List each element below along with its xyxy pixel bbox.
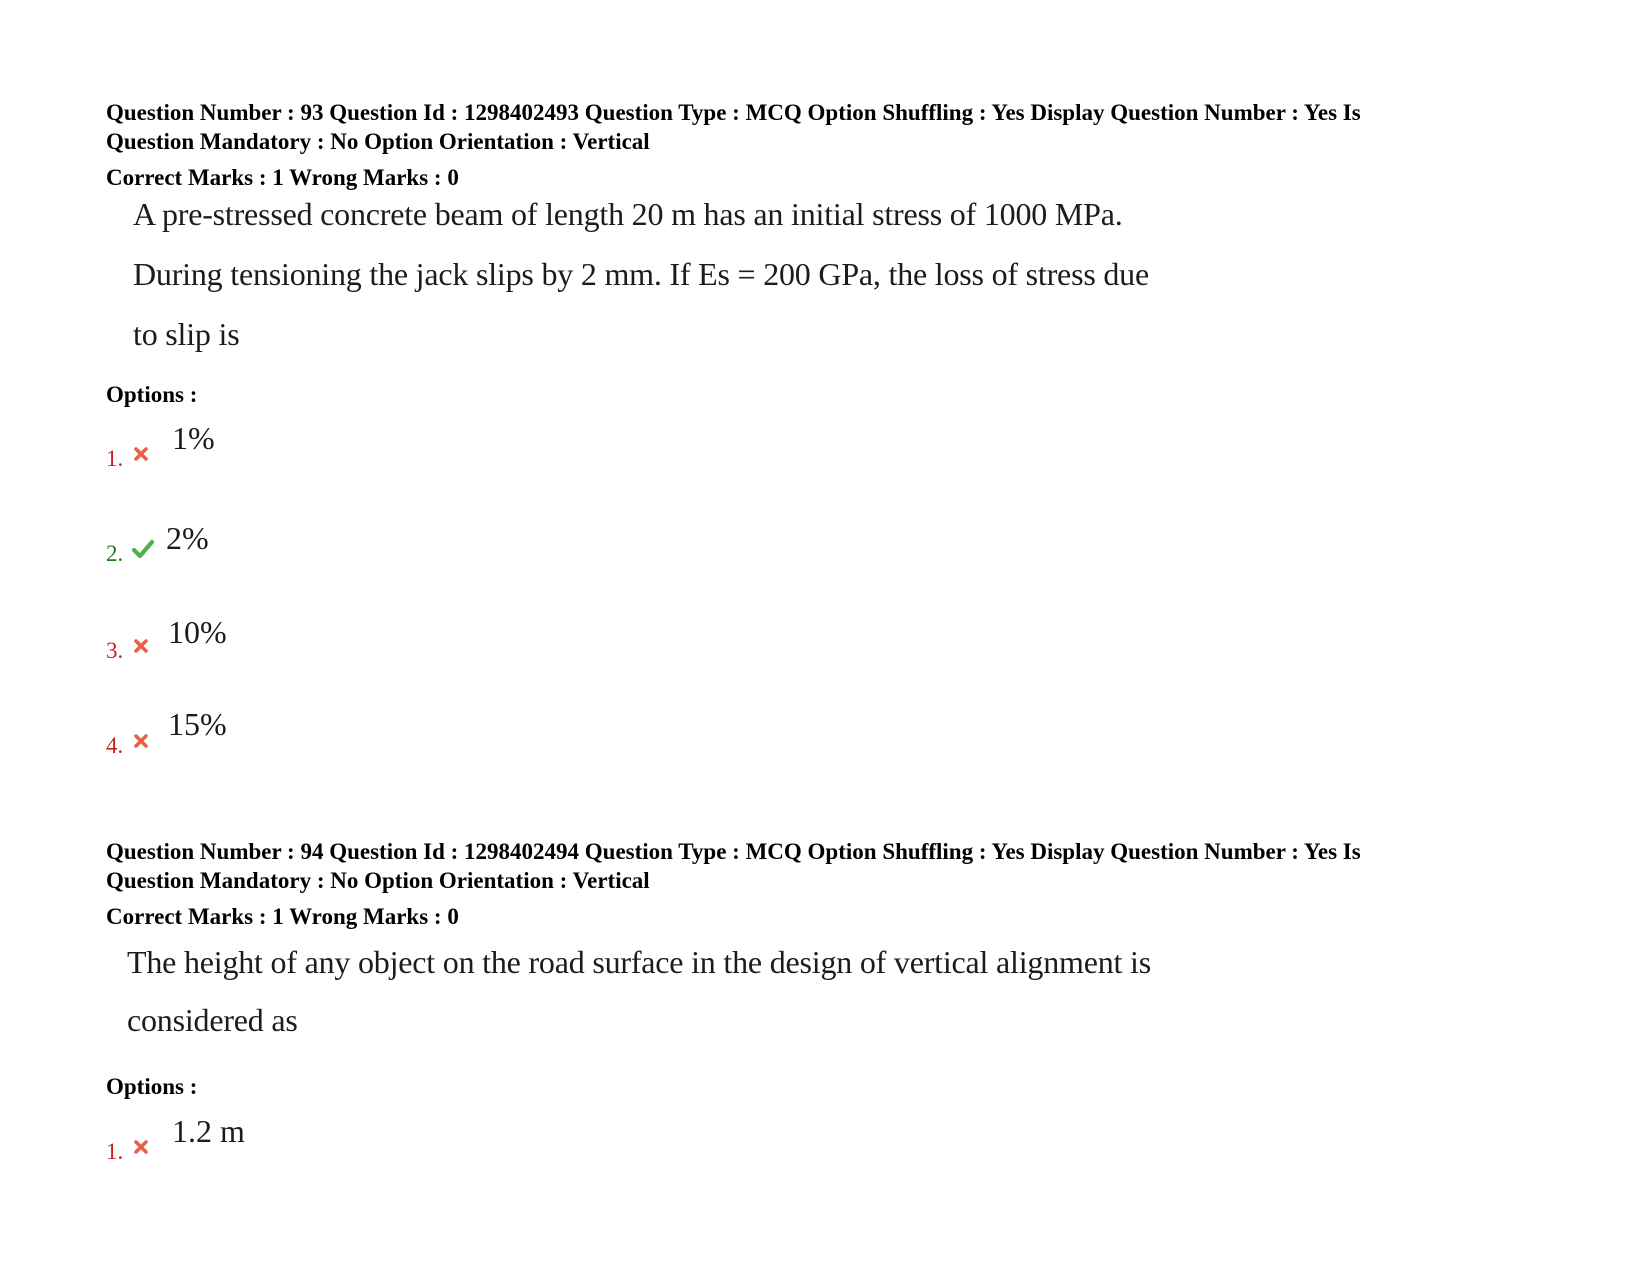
option-item bbox=[106, 520, 406, 566]
option-text: 15% bbox=[168, 706, 227, 742]
option-number: 1. bbox=[106, 446, 124, 471]
option-text: 1% bbox=[172, 420, 215, 456]
check-icon bbox=[131, 539, 155, 564]
question-meta bbox=[106, 837, 1361, 895]
question-text-line: The height of any object on the road surface in the design of vertical alignment is bbox=[127, 944, 1151, 980]
option-item bbox=[106, 614, 406, 663]
cross-icon bbox=[133, 733, 149, 754]
cross-icon bbox=[133, 638, 149, 659]
question-marks: Correct Marks : 1 Wrong Marks : 0 bbox=[106, 165, 459, 190]
cross-icon bbox=[133, 446, 149, 467]
option-number: 1. bbox=[106, 1139, 124, 1164]
option-number: 3. bbox=[106, 638, 124, 663]
question-meta-line-2: Question Mandatory : No Option Orientation : Vertical bbox=[106, 129, 650, 154]
options-label: Options : bbox=[106, 1074, 198, 1099]
question-text-line: During tensioning the jack slips by 2 mm. If Es = 200 GPa, the loss of stress due bbox=[133, 256, 1149, 292]
question-meta-line-1: Question Number : 93 Question Id : 1298402493 Question Type : MCQ Option Shuffling : Yes Display Question Number : Yes Is bbox=[106, 100, 1361, 125]
option-text: 2% bbox=[166, 520, 209, 556]
options-label: Options : bbox=[106, 382, 198, 407]
option-item bbox=[106, 1113, 406, 1164]
cross-icon bbox=[133, 1139, 149, 1160]
question-meta-line-2: Question Mandatory : No Option Orientation : Vertical bbox=[106, 868, 650, 893]
question-meta bbox=[106, 98, 1361, 156]
question-marks: Correct Marks : 1 Wrong Marks : 0 bbox=[106, 904, 459, 929]
option-item bbox=[106, 420, 406, 471]
question-text-line: considered as bbox=[127, 1002, 298, 1038]
option-number: 2. bbox=[106, 541, 124, 566]
option-text: 10% bbox=[168, 614, 227, 650]
option-item bbox=[106, 706, 406, 758]
option-text: 1.2 m bbox=[172, 1113, 245, 1149]
option-number: 4. bbox=[106, 733, 124, 758]
question-meta-line-1: Question Number : 94 Question Id : 1298402494 Question Type : MCQ Option Shuffling : Yes Display Question Number : Yes Is bbox=[106, 839, 1361, 864]
question-text-line: to slip is bbox=[133, 316, 240, 352]
question-text-line: A pre-stressed concrete beam of length 20 m has an initial stress of 1000 MPa. bbox=[133, 196, 1123, 232]
